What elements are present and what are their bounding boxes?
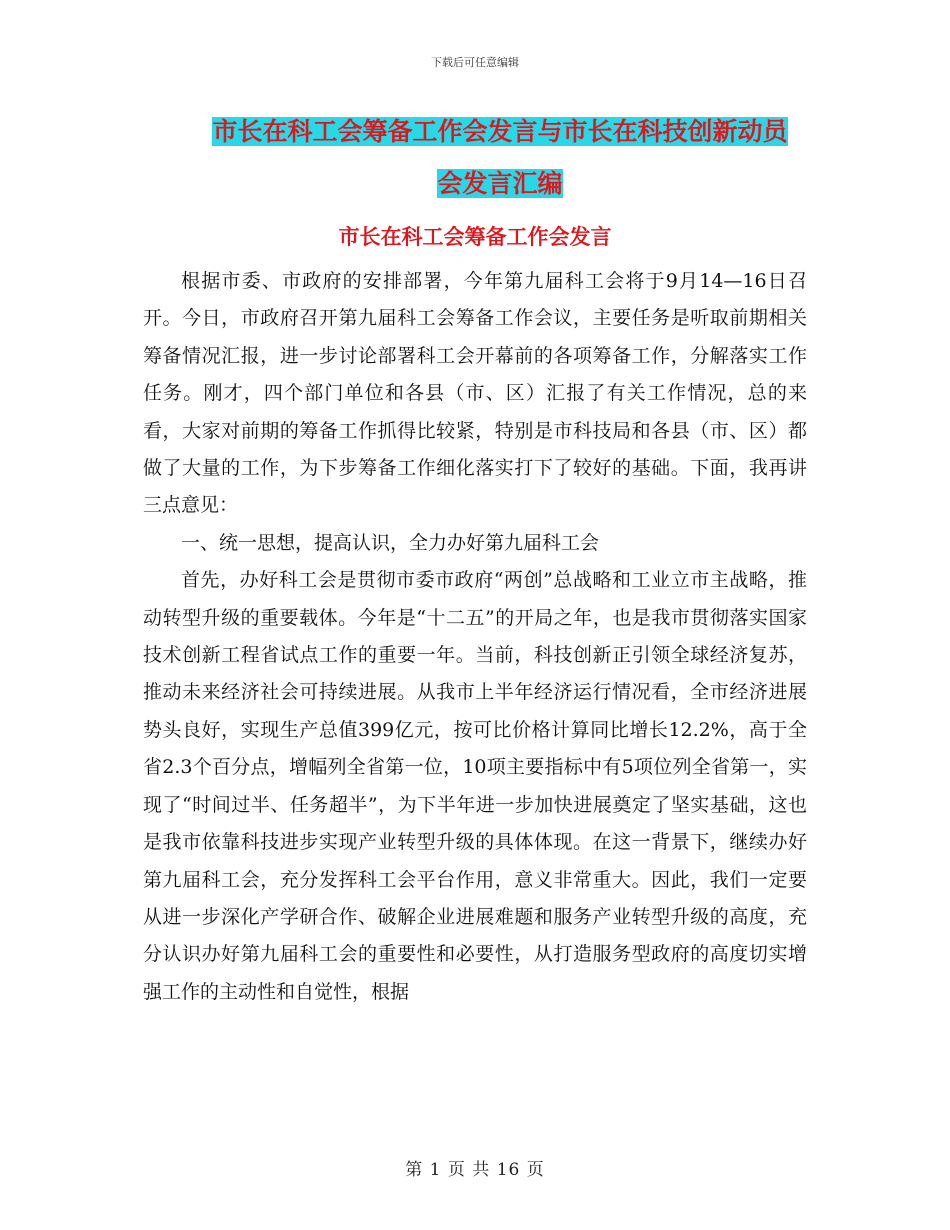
section-title: 市长在科工会筹备工作会发言 (338, 225, 612, 249)
document-title-line-2: 会发言汇编 (437, 169, 563, 198)
page-number-footer: 第 1 页 共 16 页 (405, 1160, 545, 1180)
document-title-line-1: 市长在科工会筹备工作会发言与市长在科技创新动员 (212, 117, 788, 146)
paragraph-1: 根据市委、市政府的安排部署，今年第九届科工会将于9月14—16日召开。今日，市政府召开第九届科工会筹备工作会议，主要任务是听取前期相关筹备情况汇报，进一步讨论部署科工会开幕前的各项筹备工作，分解落实工作任务。刚才，四个部门单位和各县（市、区）汇报了有关工作情况，总的来看，大家对前期的筹备工作抓得比较紧，特别是市科技局和各县（市、区）都做了大量的工作，为下步筹备工作细化落实打下了较好的基础。下面，我再讲三点意见： (143, 270, 807, 517)
document-title (150, 106, 850, 210)
document-body (143, 263, 807, 1011)
paragraph-3: 首先，办好科工会是贯彻市委市政府“两创”总战略和工业立市主战略，推动转型升级的重要载体。今年是“十二五”的开局之年，也是我市贯彻落实国家技术创新工程省试点工作的重要一年。当前，科技创新正引领全球经济复苏，推动未来经济社会可持续进展。从我市上半年经济运行情况看，全市经济进展势头良好，实现生产总值399亿元，按可比价格计算同比增长12.2%，高于全省2.3个百分点，增幅列全省第一位，10项主要指标中有5项位列全省第一，实现了“时间过半、任务超半”，为下半年进一步加快进展奠定了坚实基础，这也是我市依靠科技进步实现产业转型升级的具体体现。在这一背景下，继续办好第九届科工会，充分发挥科工会平台作用，意义非常重大。因此，我们一定要从进一步深化产学研合作、破解企业进展难题和服务产业转型升级的高度，充分认识办好第九届科工会的重要性和必要性，从打造服务型政府的高度切实增强工作的主动性和自觉性，根据 (143, 569, 807, 1003)
header-note: 下载后可任意编辑 (431, 56, 519, 69)
paragraph-2-heading: 一、统一思想，提高认识，全力办好第九届科工会 (181, 531, 600, 554)
